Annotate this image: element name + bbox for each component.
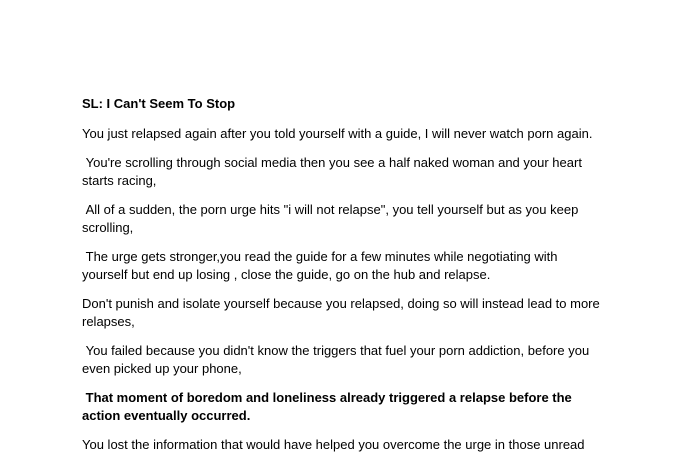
document-page [82,96,602,465]
document-title: SL: I Can't Seem To Stop [82,96,236,111]
paragraph-1: You just relapsed again after you told yourself with a guide, I will never watch porn again. [82,126,593,141]
paragraph-2: You're scrolling through social media then you see a half naked woman and your heart starts racing, [82,155,586,188]
paragraph-5: Don't punish and isolate yourself because you relapsed, doing so will instead lead to more relapses, [82,296,604,329]
paragraph-3: All of a sudden, the porn urge hits "i will not relapse", you tell yourself but as you keep scrolling, [82,202,582,235]
paragraph-6: You failed because you didn't know the triggers that fuel your porn addiction, before you even picked up your phone, [82,343,593,376]
paragraph-4: The urge gets stronger,you read the guide for a few minutes while negotiating with yourself but end up losing , close the guide, go on the hub and relapse. [82,249,562,282]
paragraph-7-emphasis: That moment of boredom and loneliness already triggered a relapse before the action eventually occurred. [82,390,576,423]
paragraph-8: You lost the information that would have helped you overcome the urge in those unread [82,437,585,452]
